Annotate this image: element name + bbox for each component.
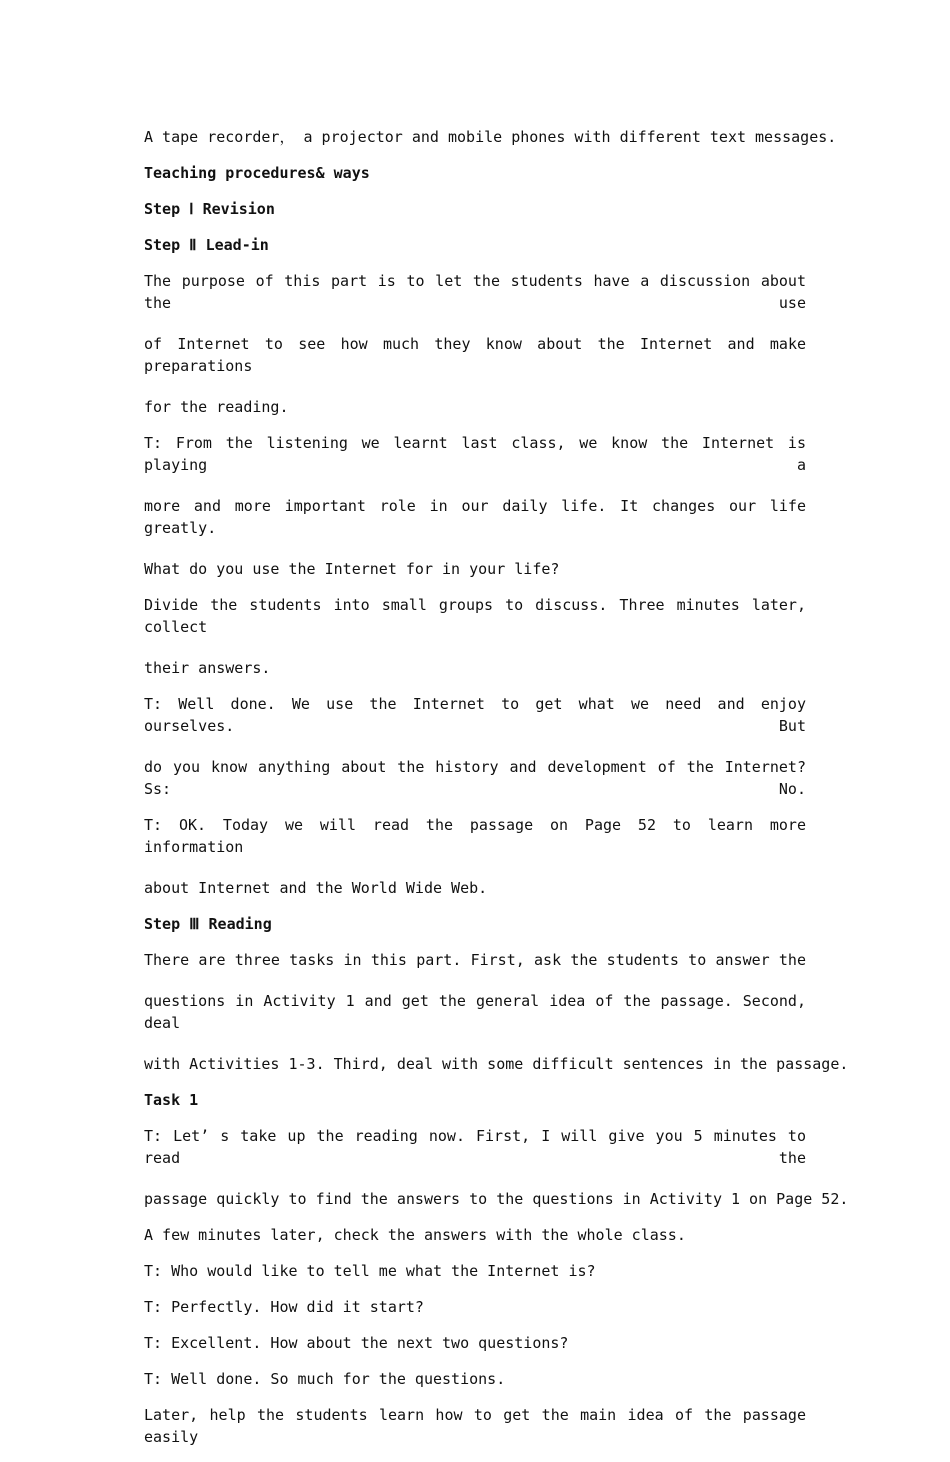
text-line: What do you use the Internet for in your life? [144, 560, 560, 578]
section-heading: Teaching procedures& ways [144, 164, 370, 182]
text-line: of Internet to see how much they know about the Internet and make preparations [144, 335, 806, 375]
text-line: their answers. [144, 659, 271, 677]
text-line: A few minutes later, check the answers with the whole class. [144, 1226, 686, 1244]
text-line: T: Well done. So much for the questions. [144, 1370, 506, 1388]
text-line: questions in Activity 1 and get the general idea of the passage. Second, deal [144, 992, 806, 1032]
text-line: about Internet and the World Wide Web. [144, 879, 488, 897]
text-line: T: Well done. We use the Internet to get what we need and enjoy ourselves. But [144, 695, 806, 735]
document-page [144, 126, 849, 1462]
text-line: The purpose of this part is to let the students have a discussion about the use [144, 272, 806, 312]
text-line: Later, help the students learn how to get the main idea of the passage easily [144, 1406, 806, 1446]
text-line: There are three tasks in this part. First, ask the students to answer the [144, 951, 806, 969]
text-line: passage quickly to find the answers to the questions in Activity 1 on Page 52. [144, 1190, 849, 1208]
section-heading: Step Ⅱ Lead-in [144, 236, 269, 254]
text-line: T: Let’ s take up the reading now. First, I will give you 5 minutes to read the [144, 1127, 806, 1167]
section-heading: Step Ⅰ Revision [144, 200, 275, 218]
text-line: T: From the listening we learnt last class, we know the Internet is playing a [144, 434, 806, 474]
section-heading: Task 1 [144, 1091, 199, 1109]
text-line: more and more important role in our daily life. It changes our life greatly. [144, 497, 806, 537]
text-line: T: Perfectly. How did it start? [144, 1298, 424, 1316]
text-line: Divide the students into small groups to discuss. Three minutes later, collect [144, 596, 806, 636]
section-heading: Step Ⅲ Reading [144, 915, 272, 933]
text-line: T: Who would like to tell me what the Internet is? [144, 1262, 596, 1280]
text-line: A tape recorder， a projector and mobile phones with different text messages. [144, 128, 837, 146]
text-line: T: Excellent. How about the next two questions? [144, 1334, 569, 1352]
text-line: for the reading. [144, 398, 289, 416]
text-line: do you know anything about the history and development of the Internet? Ss: No. [144, 758, 806, 798]
text-line: T: OK. Today we will read the passage on Page 52 to learn more information [144, 816, 806, 856]
text-line: with Activities 1-3. Third, deal with some difficult sentences in the passage. [144, 1055, 849, 1073]
